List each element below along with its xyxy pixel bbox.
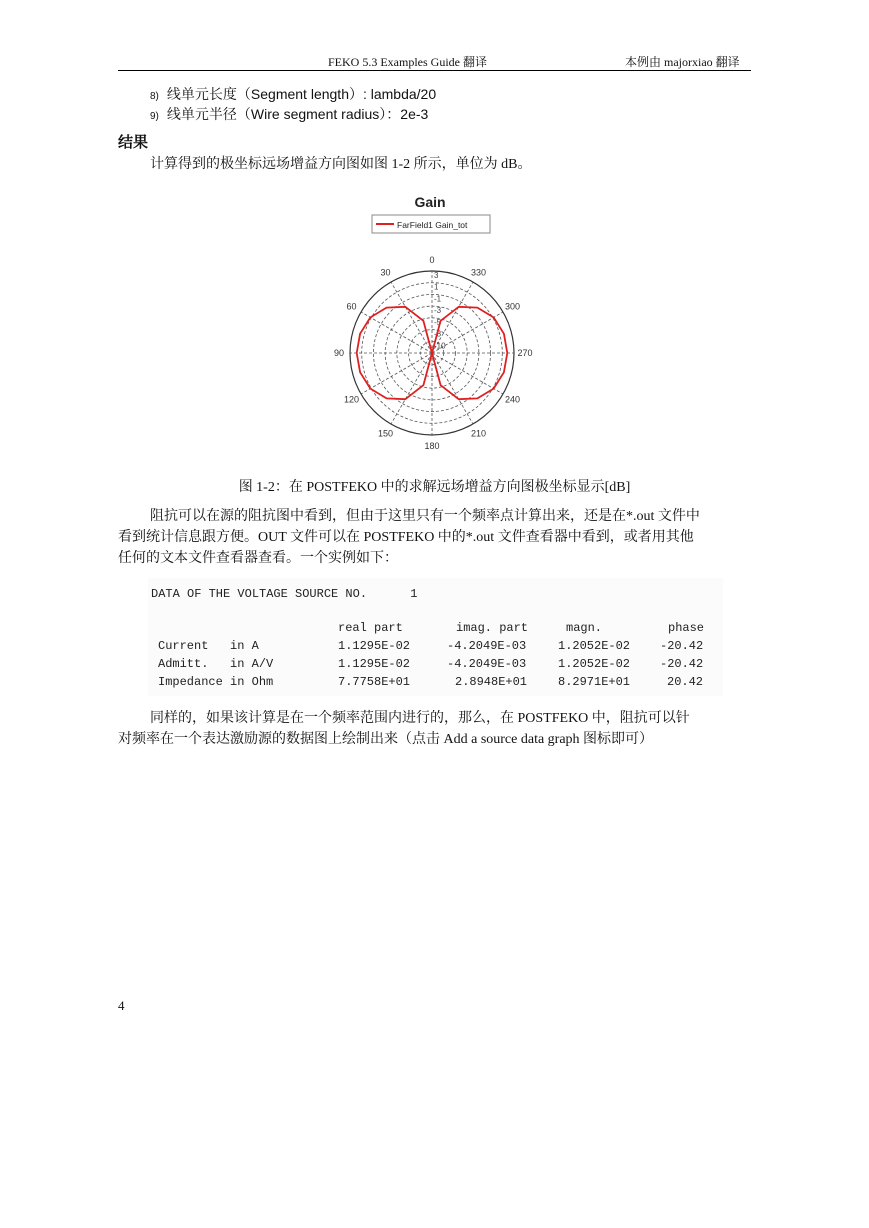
code-cell: -20.42 bbox=[660, 639, 704, 653]
polar-gain-chart bbox=[318, 190, 550, 458]
paragraph-impedance-line: 看到统计信息跟方便。OUT 文件可以在 POSTFEKO 中的*.out 文件查看器中看到，或者用其他 bbox=[118, 530, 694, 545]
polar-radial-tick: -5 bbox=[434, 317, 442, 327]
legend-label: FarField1 Gain_tot bbox=[397, 220, 468, 230]
code-cell: 20.42 bbox=[667, 675, 704, 689]
header-rule bbox=[118, 70, 751, 71]
chart-title: Gain bbox=[414, 194, 446, 210]
list-item-number: 8) bbox=[150, 91, 159, 102]
list-item-number: 9) bbox=[150, 111, 159, 122]
section-heading: 结果 bbox=[118, 133, 149, 151]
list-item-text: 线单元半径（Wire segment radius）：2e-3 bbox=[166, 106, 429, 122]
polar-angle-tick: 300 bbox=[505, 301, 521, 312]
polar-radial-tick: 1 bbox=[434, 282, 439, 292]
polar-angle-tick: 150 bbox=[377, 428, 394, 439]
polar-angle-tick: 210 bbox=[470, 428, 487, 439]
paragraph-impedance-line: 阻抗可以在源的阻抗图中看到，但由于这里只有一个频率点计算出来，还是在*.out 文件中 bbox=[150, 509, 700, 524]
paragraph-impedance-line: 任何的文本文件查看器查看。一个实例如下： bbox=[118, 551, 398, 566]
header-translator: 本例由 majorxiao 翻译 bbox=[625, 55, 740, 69]
code-header: real part bbox=[338, 621, 403, 635]
code-row-label: Admitt. in A/V bbox=[158, 657, 274, 671]
code-header: phase bbox=[668, 621, 705, 635]
code-cell: -20.42 bbox=[660, 657, 704, 671]
paragraph-frequency-line: 同样的，如果该计算是在一个频率范围内进行的，那么，在 POSTFEKO 中，阻抗可以针 bbox=[150, 711, 690, 726]
polar-angle-tick: 0 bbox=[429, 255, 435, 265]
polar-angle-tick: 60 bbox=[346, 301, 357, 312]
figure-caption: 图 1-2：在 POSTFEKO 中的求解远场增益方向图极坐标显示[dB] bbox=[238, 480, 631, 495]
page-number: 4 bbox=[118, 998, 125, 1013]
code-cell: -4.2049E-03 bbox=[447, 657, 527, 671]
polar-angle-tick: 90 bbox=[333, 348, 345, 358]
list-item bbox=[150, 104, 428, 124]
polar-angle-tick: 330 bbox=[470, 267, 487, 278]
polar-angle-tick: 120 bbox=[343, 394, 359, 405]
code-header: imag. part bbox=[456, 621, 529, 635]
polar-angle-tick: 180 bbox=[424, 441, 440, 451]
code-cell: -4.2049E-03 bbox=[447, 639, 527, 653]
polar-radial-tick: -3 bbox=[434, 306, 442, 316]
polar-radial-tick: -8 bbox=[434, 329, 442, 339]
code-cell: 8.2971E+01 bbox=[558, 675, 631, 689]
polar-angle-tick: 30 bbox=[380, 267, 391, 278]
code-title: DATA OF THE VOLTAGE SOURCE NO. 1 bbox=[151, 587, 418, 601]
code-cell: 1.1295E-02 bbox=[338, 639, 411, 653]
paragraph-intro: 计算得到的极坐标远场增益方向图如图 1-2 所示，单位为 dB。 bbox=[150, 157, 532, 172]
out-file-excerpt bbox=[148, 578, 723, 696]
polar-radial-tick: -10 bbox=[434, 341, 446, 351]
paragraph-frequency-line: 对频率在一个表达激励源的数据图上绘制出来（点击 Add a source data graph 图标即可） bbox=[118, 732, 654, 747]
polar-radial-tick: 3 bbox=[434, 271, 439, 280]
polar-angle-tick: 240 bbox=[505, 394, 521, 405]
code-cell: 1.1295E-02 bbox=[338, 657, 411, 671]
list-item-text: 线单元长度（Segment length）: lambda/20 bbox=[166, 86, 437, 102]
code-cell: 1.2052E-02 bbox=[558, 639, 631, 653]
polar-angle-tick: 270 bbox=[517, 348, 533, 358]
code-row-label: Current in A bbox=[158, 639, 259, 653]
code-cell: 2.8948E+01 bbox=[455, 675, 528, 689]
code-cell: 1.2052E-02 bbox=[558, 657, 631, 671]
code-cell: 7.7758E+01 bbox=[338, 675, 411, 689]
polar-radial-tick: -1 bbox=[434, 294, 442, 304]
list-item bbox=[150, 84, 436, 104]
header-title: FEKO 5.3 Examples Guide 翻译 bbox=[328, 55, 487, 69]
code-header: magn. bbox=[566, 621, 603, 635]
code-row-label: Impedance in Ohm bbox=[158, 675, 274, 689]
